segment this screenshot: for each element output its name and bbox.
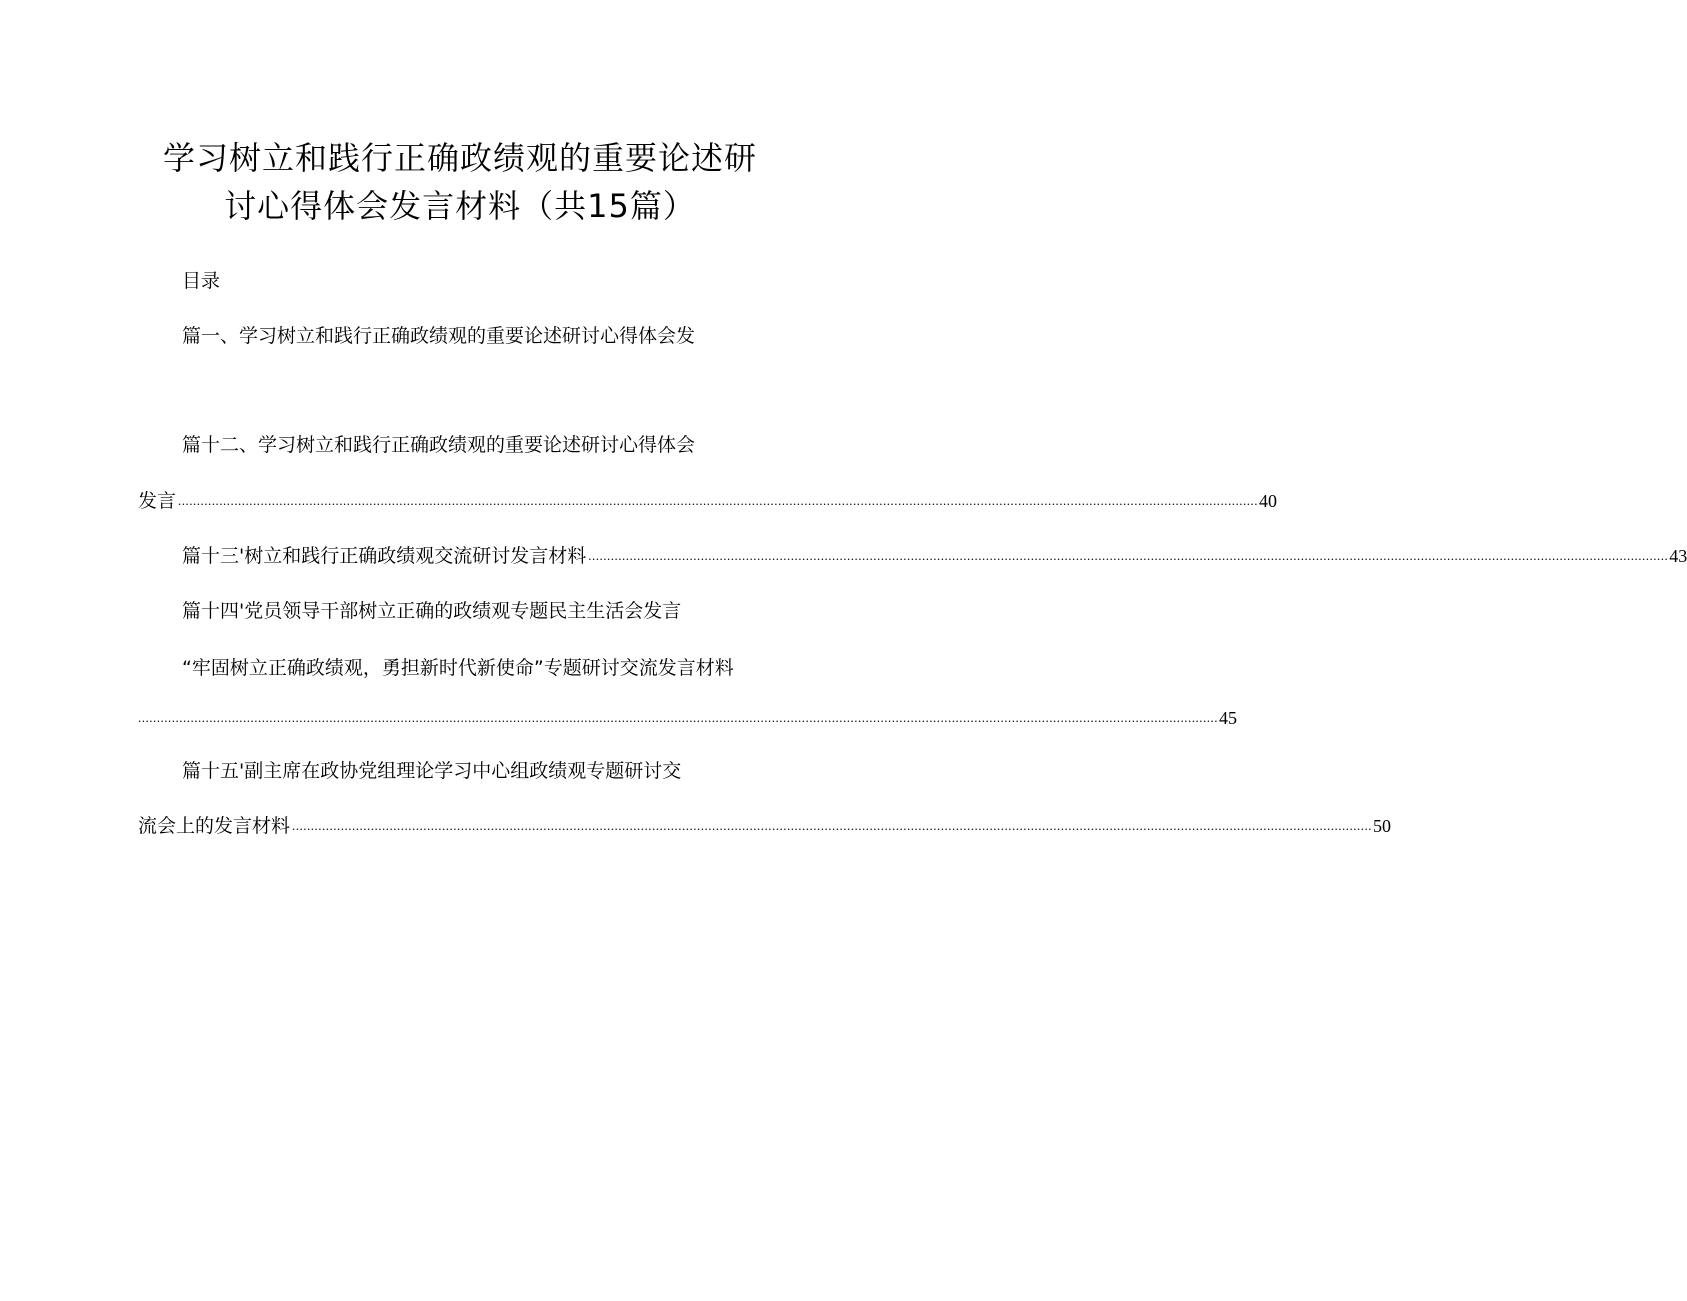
document-title-line-1: 学习树立和践行正确政绩观的重要论述研 <box>162 139 757 177</box>
toc-entry-12-text[interactable]: 篇十二、学习树立和践行正确政绩观的重要论述研讨心得体会 <box>182 434 696 456</box>
toc-entry-15-text[interactable]: 篇十五'副主席在政协党组理论学习中心组政绩观专题研讨交 <box>182 760 682 782</box>
toc-entry-13-dot-leader: ................................................................................................................................................................................................................................................................................................ <box>588 548 1669 563</box>
toc-entry-13-page-number: 43 <box>1669 546 1687 566</box>
toc-entry-15-page-number: 50 <box>1373 816 1392 836</box>
toc-entry-12-leader-row[interactable] <box>138 488 1278 514</box>
toc-entry-14-leader-row[interactable] <box>138 705 1237 731</box>
toc-entry-13-leader-row[interactable] <box>182 543 1687 569</box>
toc-entry-12-continuation: 发言 <box>138 490 177 512</box>
toc-entry-15-dot-leader: ................................................................................................................................................................................................................................................................................................ <box>292 818 1373 833</box>
document-title-line-2: 讨心得体会发言材料（共15篇） <box>224 187 696 225</box>
toc-entry-14-page-number: 45 <box>1219 708 1237 728</box>
toc-entry-12-page-number: 40 <box>1259 491 1278 511</box>
toc-heading: 目录 <box>182 270 221 292</box>
toc-entry-15-continuation: 流会上的发言材料 <box>138 815 291 837</box>
toc-entry-12-dot-leader: ................................................................................................................................................................................................................................................................................................ <box>178 493 1259 508</box>
toc-entry-13-text: 篇十三'树立和践行正确政绩观交流研讨发言材料 <box>182 545 587 567</box>
toc-entry-1-text[interactable]: 篇一、学习树立和践行正确政绩观的重要论述研讨心得体会发 <box>182 325 696 347</box>
toc-entry-14-text[interactable]: 篇十四'党员领导干部树立正确的政绩观专题民主生活会发言 <box>182 600 682 622</box>
toc-entry-15-leader-row[interactable] <box>138 813 1392 839</box>
toc-entry-14-dot-leader: ................................................................................................................................................................................................................................................................................................ <box>138 710 1218 725</box>
toc-entry-14-continuation[interactable]: “牢固树立正确政绩观，勇担新时代新使命”专题研讨交流发言材料 <box>182 657 734 679</box>
